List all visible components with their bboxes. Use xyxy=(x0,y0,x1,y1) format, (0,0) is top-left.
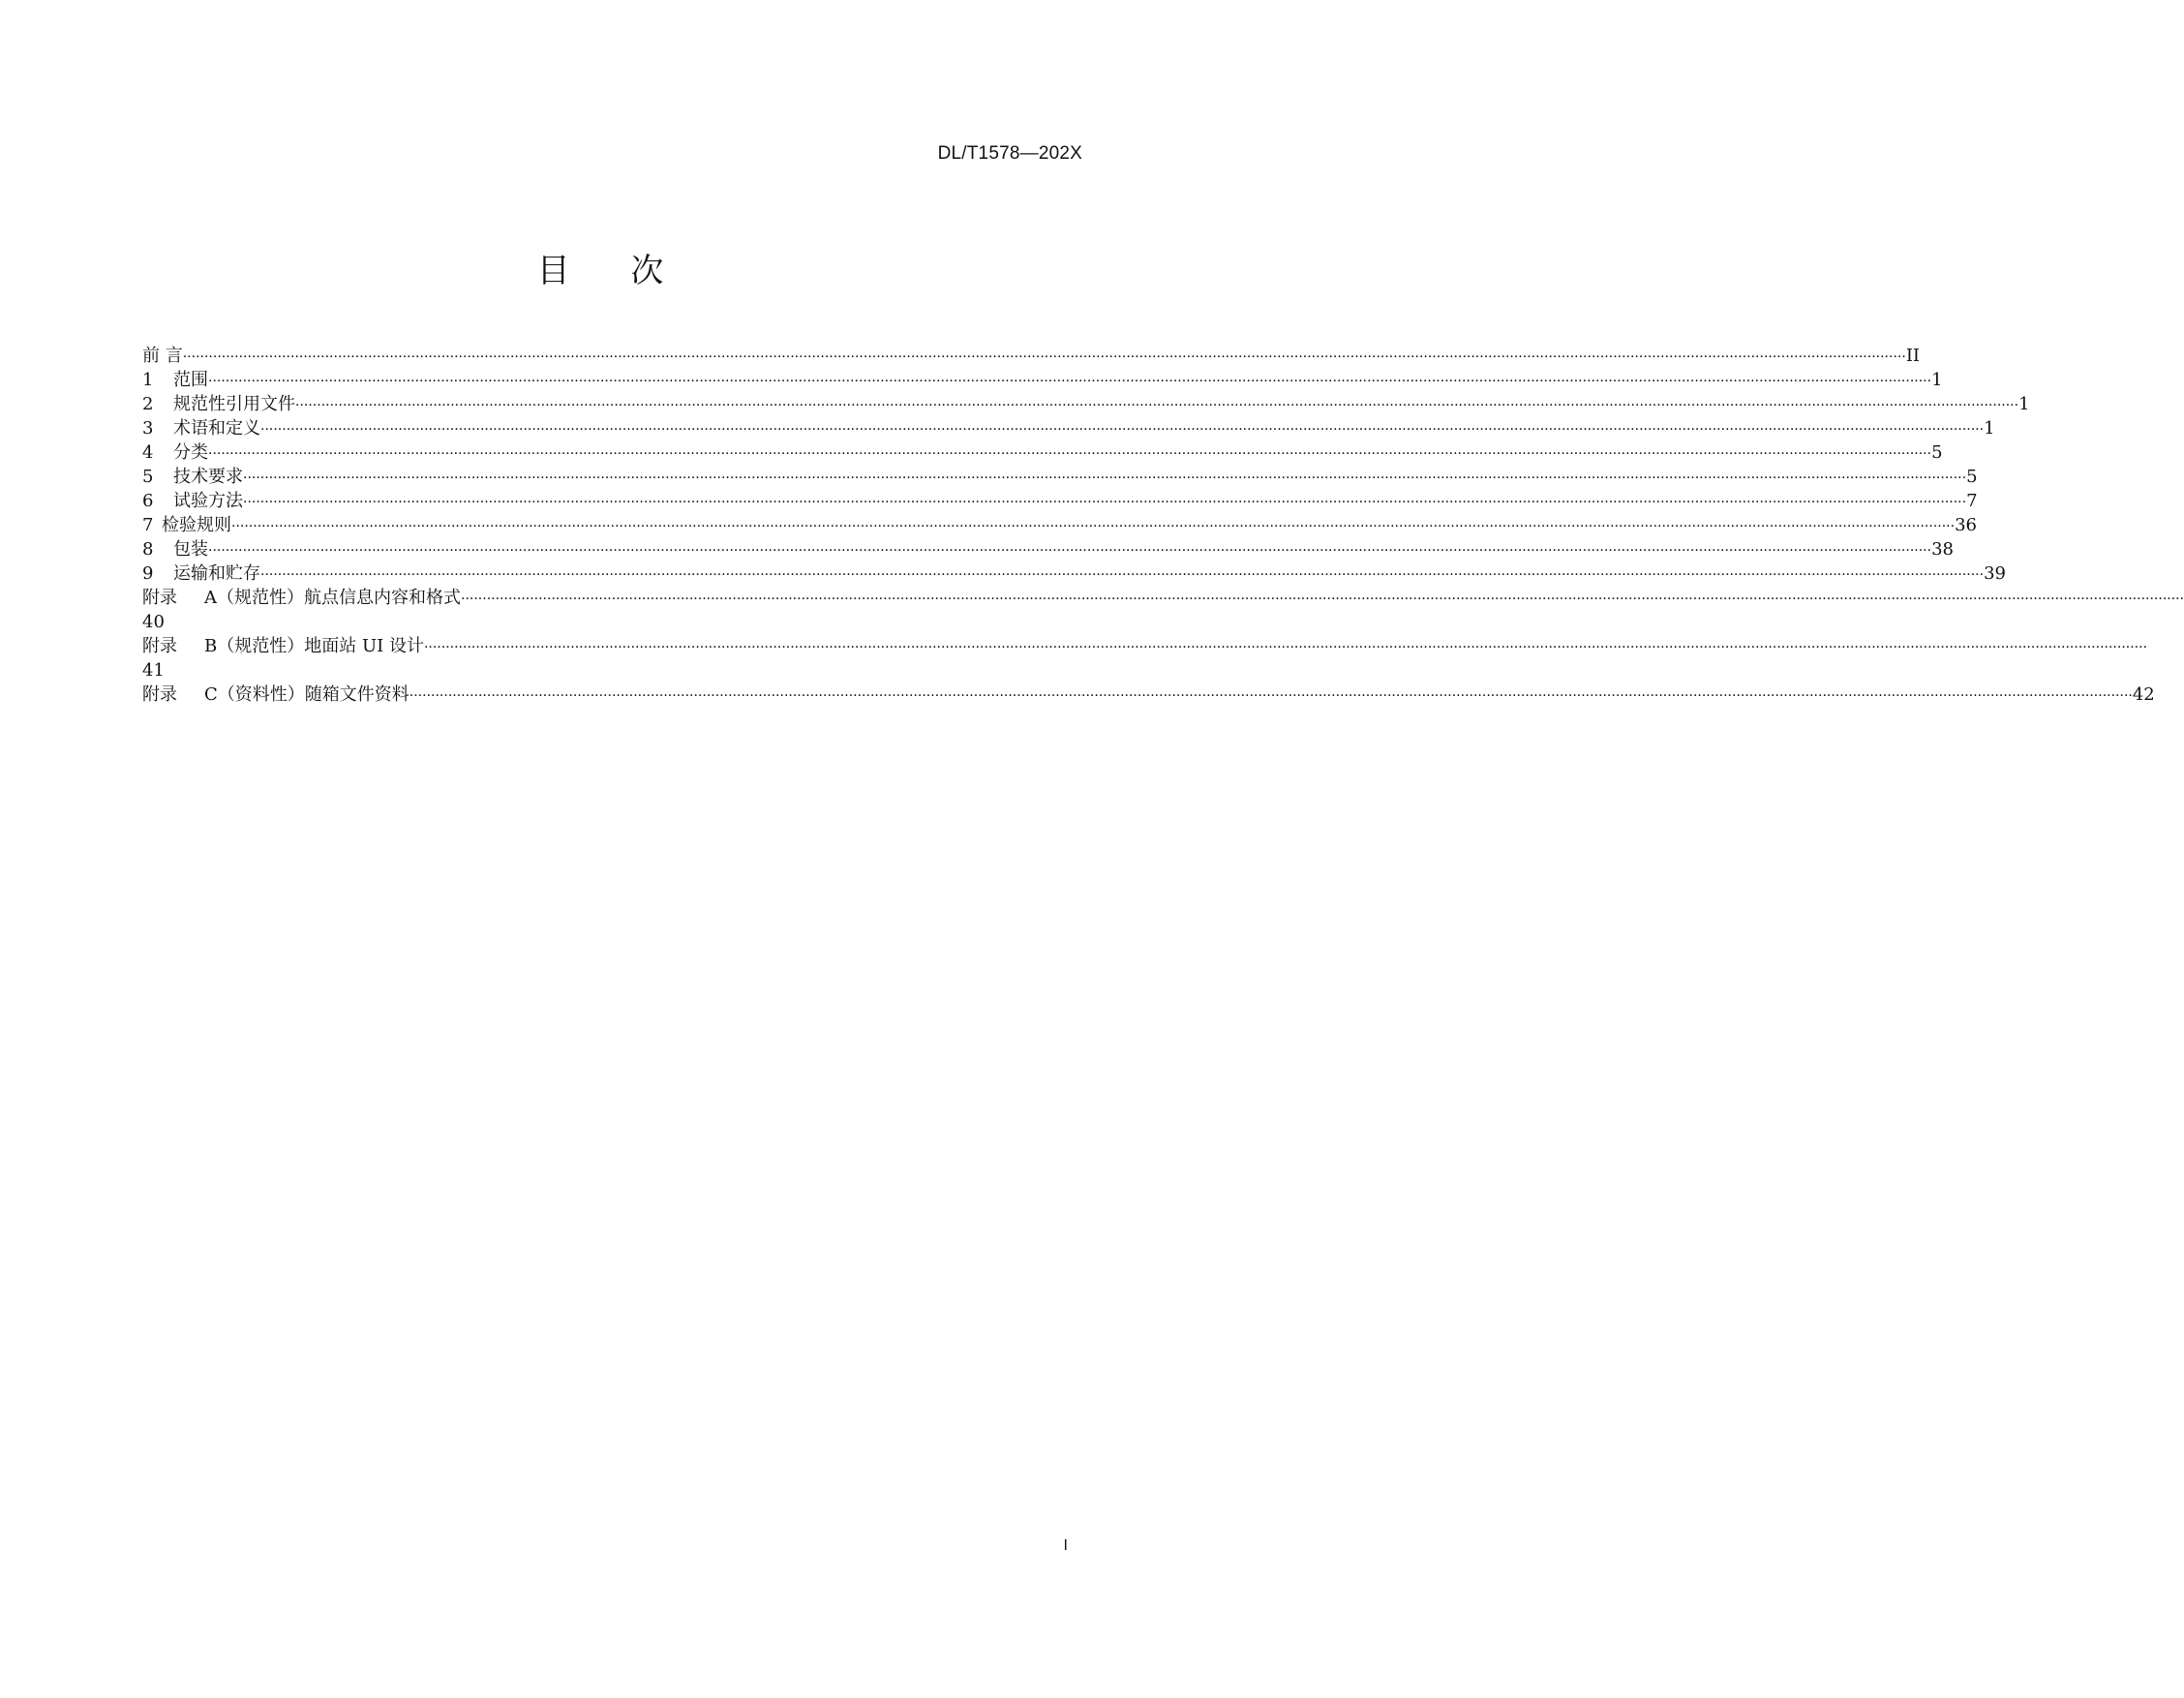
toc-entry-label: 技术要求 xyxy=(173,467,243,487)
toc-entry-page: 38 xyxy=(1931,539,1954,560)
toc-entry-label: 包装 xyxy=(173,539,208,560)
toc-entry-label: 前 言 xyxy=(142,346,183,366)
dot-leader: ················································································································································································································································································································································································································ xyxy=(243,470,1967,486)
toc-entry-2[interactable] xyxy=(142,392,2030,416)
table-of-contents xyxy=(142,344,2184,707)
dot-leader: ················································································································································································································································································································································································································ xyxy=(260,422,1985,438)
dot-leader: ················································································································································································································································································································································································································ xyxy=(260,567,1985,583)
annex-prefix: 附录 xyxy=(142,636,177,656)
toc-entry-number: 6 xyxy=(142,491,154,511)
dot-leader: ················································································································································································································································································································································································································ xyxy=(423,640,2148,655)
dot-leader: ················································································································································································································································································································································································································ xyxy=(208,374,1932,389)
toc-entry-page: 1 xyxy=(1931,370,1943,390)
dot-leader: ················································································································································································································································································································································································································ xyxy=(461,591,2184,607)
toc-entry-label: C（资料性）随箱文件资料 xyxy=(204,684,410,705)
toc-entry-page: 5 xyxy=(1966,467,1978,487)
dot-leader: ················································································································································································································································································································································································································ xyxy=(409,688,2133,704)
dot-leader: ················································································································································································································································································································································································································ xyxy=(182,349,1906,365)
toc-entry-page: 7 xyxy=(1966,491,1978,511)
toc-entry-7[interactable] xyxy=(142,513,1977,537)
page-number: I xyxy=(1063,1537,1068,1554)
annex-prefix: 附录 xyxy=(142,588,177,608)
dot-leader: ················································································································································································································································································································································································································ xyxy=(208,446,1932,462)
toc-entry-page: 36 xyxy=(1955,515,1977,535)
toc-entry-5[interactable] xyxy=(142,465,1978,489)
toc-entry-label: 检验规则 xyxy=(162,515,231,535)
toc-entry-label: 试验方法 xyxy=(173,491,243,511)
toc-entry-preface[interactable] xyxy=(142,344,1921,368)
toc-entry-number: 8 xyxy=(142,539,154,560)
toc-entry-label: 术语和定义 xyxy=(173,418,260,439)
toc-entry-number: 7 xyxy=(142,515,154,535)
toc-entry-page: 41 xyxy=(142,660,165,681)
toc-entry-page: 1 xyxy=(2018,394,2030,414)
toc-entry-number: 2 xyxy=(142,394,154,414)
toc-entry-page: 1 xyxy=(1984,418,1995,439)
toc-entry-3[interactable] xyxy=(142,416,1995,440)
toc-entry-annex-c[interactable] xyxy=(142,682,2155,707)
toc-entry-annex-a[interactable] xyxy=(142,586,2184,610)
toc-entry-4[interactable] xyxy=(142,440,1943,465)
toc-entry-label: B（规范性）地面站 UI 设计 xyxy=(204,636,424,656)
toc-entry-number: 1 xyxy=(142,370,154,390)
dot-leader: ················································································································································································································································································································································································································ xyxy=(295,398,2019,413)
toc-entry-page: 42 xyxy=(2132,684,2155,705)
toc-entry-number: 3 xyxy=(142,418,154,439)
toc-entry-9[interactable] xyxy=(142,561,2006,586)
toc-entry-page: 39 xyxy=(1984,563,2006,584)
toc-entry-label: 规范性引用文件 xyxy=(173,394,295,414)
toc-entry-page: 5 xyxy=(1931,442,1943,463)
toc-entry-number: 5 xyxy=(142,467,154,487)
toc-entry-number: 9 xyxy=(142,563,154,584)
dot-leader: ················································································································································································································································································································································································································ xyxy=(231,519,1956,534)
toc-entry-label: 运输和贮存 xyxy=(173,563,260,584)
toc-entry-1[interactable] xyxy=(142,368,1943,392)
dot-leader: ················································································································································································································································································································································································································ xyxy=(243,495,1967,510)
toc-entry-label: A（规范性）航点信息内容和格式 xyxy=(204,588,461,608)
toc-entry-page: II xyxy=(1905,346,1921,366)
toc-entry-8[interactable] xyxy=(142,537,1954,561)
toc-entry-label: 范围 xyxy=(173,370,208,390)
document-code: DL/T1578—202X xyxy=(937,143,1082,164)
toc-entry-number: 4 xyxy=(142,442,154,463)
toc-title: 目 次 xyxy=(536,252,689,290)
toc-entry-label: 分类 xyxy=(173,442,208,463)
annex-prefix: 附录 xyxy=(142,684,177,705)
toc-entry-page: 40 xyxy=(142,612,165,632)
toc-entry-annex-b[interactable] xyxy=(142,634,2148,658)
toc-entry-6[interactable] xyxy=(142,489,1978,513)
dot-leader: ················································································································································································································································································································································································································ xyxy=(208,543,1932,559)
